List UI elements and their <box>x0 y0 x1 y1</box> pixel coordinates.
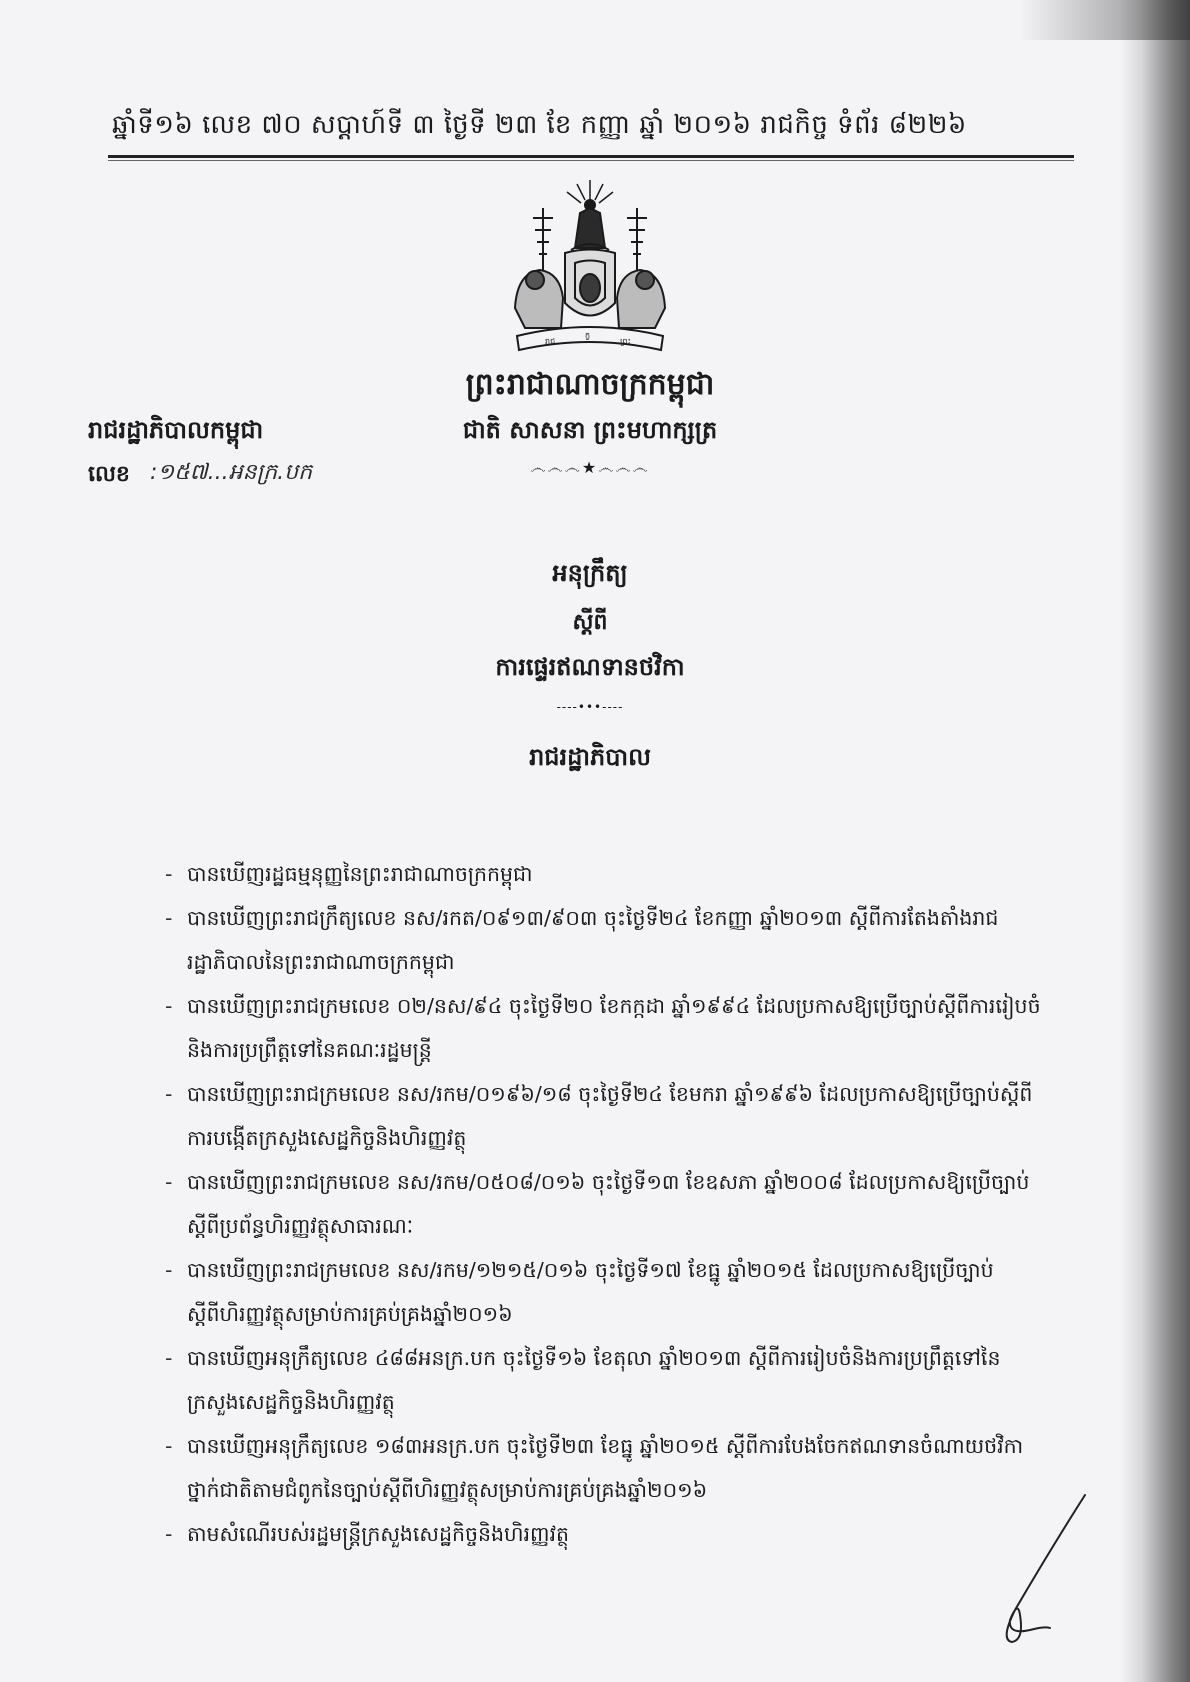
emblem-banner-text-1: រាជ <box>545 337 556 346</box>
list-item: - បានឃើញព្រះរាជក្រមលេខ នស/រកម/១២១៥/០១៦ ចុះថ្ងៃទី១៧ ខែធ្នូ ឆ្នាំ២០១៥ ដែលប្រកាសឱ្យប្រើច្បាប់ស្តីពីហិរញ្ញវត្ថុសម្រាប់ការគ្រប់គ្រងឆ្នាំ២០១៦ <box>165 1248 1045 1336</box>
reference-label: លេខ <box>88 462 130 487</box>
document-type: អនុក្រឹត្យ <box>552 559 628 587</box>
list-item: - បានឃើញព្រះរាជក្រមលេខ នស/រកម/០៥០៨/០១៦ ចុះថ្ងៃទី១៣ ខែឧសភា ឆ្នាំ២០០៨ ដែលប្រកាសឱ្យប្រើច្បាប់ស្តីពីប្រព័ន្ធហិរញ្ញវត្ថុសាធារណៈ <box>165 1160 1045 1248</box>
gazette-header: ឆ្នាំទី១៦ លេខ ៧០ សប្តាហ៍ទី ៣ ថ្ងៃទី ២៣ ខែ កញ្ញា ឆ្នាំ ២០១៦ រាជកិច្ច ទំព័រ ៨២២៦ <box>112 110 967 140</box>
royal-coat-of-arms-icon <box>505 178 675 363</box>
header-divider-thin <box>108 160 1074 161</box>
section-divider: ----•••---- <box>556 700 624 714</box>
document-subject: ការផ្ទេរឥណទានថវិកា <box>495 653 685 681</box>
emblem-banner-text-3: ព្រះ <box>620 337 631 346</box>
scan-corner-shadow <box>1020 0 1190 40</box>
document-on: ស្តីពី <box>572 610 608 635</box>
emblem-banner-text-2: ក្ខ <box>585 331 591 340</box>
national-motto: ជាតិ សាសនា ព្រះមហាក្សត្រ <box>462 416 718 444</box>
issuing-authority: រាជរដ្ឋាភិបាល <box>529 743 651 771</box>
legal-basis-list <box>165 852 1045 1556</box>
list-item: - បានឃើញព្រះរាជក្រមលេខ ០២/នស/៩៤ ចុះថ្ងៃទី២០ ខែកក្កដា ឆ្នាំ១៩៩៤ ដែលប្រកាសឱ្យប្រើច្បាប់ស្តីពីការរៀបចំនិងការប្រព្រឹត្តទៅនៃគណៈរដ្ឋមន្ត្រី <box>165 984 1045 1072</box>
list-item: - បានឃើញព្រះរាជក្រមលេខ នស/រកម/០១៩៦/១៨ ចុះថ្ងៃទី២៤ ខែមករា ឆ្នាំ១៩៩៦ ដែលប្រកាសឱ្យប្រើច្បាប់ស្តីពីការបង្កើតក្រសួងសេដ្ឋកិច្ចនិងហិរញ្ញវត្ថុ <box>165 1072 1045 1160</box>
kingdom-title: ព្រះរាជាណាចក្រកម្ពុជា <box>465 367 715 402</box>
scan-edge-shadow <box>1120 0 1190 1682</box>
handwritten-signature-icon <box>990 1490 1100 1650</box>
header-divider <box>108 155 1074 158</box>
list-item: - បានឃើញព្រះរាជក្រឹត្យលេខ នស/រកត/០៩១៣/៩០៣ ចុះថ្ងៃទី២៤ ខែកញ្ញា ឆ្នាំ២០១៣ ស្តីពីការតែងតាំងរាជរដ្ឋាភិបាលនៃព្រះរាជាណាចក្រកម្ពុជា <box>165 896 1045 984</box>
ornamental-divider: ෴෴෴★෴෴෴ <box>530 458 650 477</box>
list-item: - បានឃើញអនុក្រឹត្យលេខ ៤៨៨អនក្រ.បក ចុះថ្ងៃទី១៦ ខែតុលា ឆ្នាំ២០១៣ ស្តីពីការរៀបចំនិងការប្រព្រឹត្តទៅនៃក្រសួងសេដ្ឋកិច្ចនិងហិរញ្ញវត្ថុ <box>165 1336 1045 1424</box>
reference-number: :១៥៧...អនក្រ.បក <box>150 460 313 485</box>
issuer-name: រាជរដ្ឋាភិបាលកម្ពុជា <box>88 416 264 444</box>
list-item: - តាមសំណើរបស់រដ្ឋមន្ត្រីក្រសួងសេដ្ឋកិច្ចនិងហិរញ្ញវត្ថុ <box>165 1512 1045 1556</box>
list-item: - បានឃើញអនុក្រឹត្យលេខ ១៨៣អនក្រ.បក ចុះថ្ងៃទី២៣ ខែធ្នូ ឆ្នាំ២០១៥ ស្តីពីការបែងចែកឥណទានចំណាយថវិកាថ្នាក់ជាតិតាមជំពូកនៃច្បាប់ស្តីពីហិរញ្ញវត្ថុសម្រាប់ការគ្រប់គ្រងឆ្នាំ២០១៦ <box>165 1424 1045 1512</box>
list-item: - បានឃើញរដ្ឋធម្មនុញ្ញនៃព្រះរាជាណាចក្រកម្ពុជា <box>165 852 1045 896</box>
